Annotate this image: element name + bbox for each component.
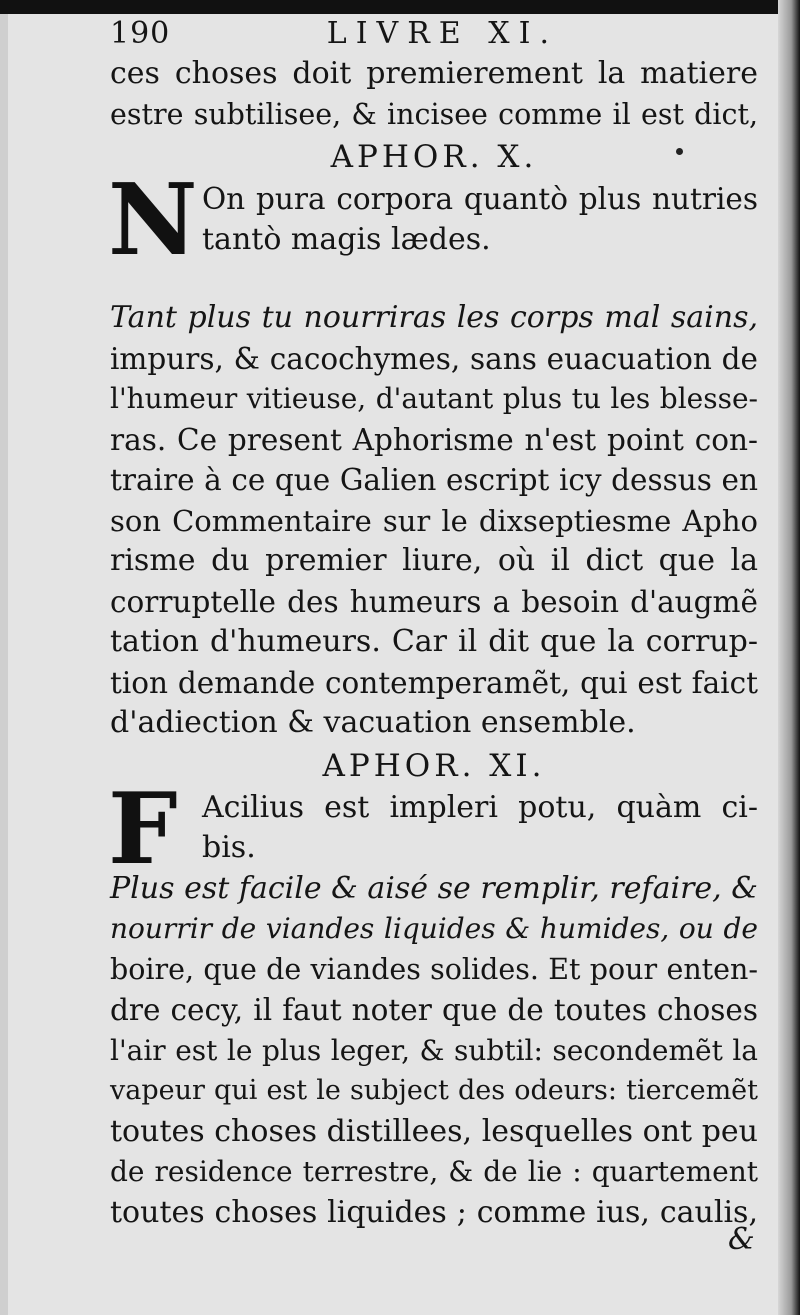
page-number: 190 bbox=[110, 16, 171, 51]
latin-line: bis. bbox=[202, 830, 256, 865]
scan-top-border bbox=[0, 0, 800, 14]
commentary-line: l'air est le plus leger, & subtil: secondemẽt la bbox=[110, 1033, 758, 1067]
latin-line: tantò magis lædes. bbox=[202, 221, 491, 257]
commentary-line: son Commentaire sur le dixseptiesme Apho bbox=[110, 503, 758, 538]
commentary-line: de residence terrestre, & de lie : quartement bbox=[110, 1155, 758, 1188]
commentary-line: traire à ce que Galien escript icy dessus en bbox=[110, 463, 758, 497]
translation-line: boire, que de viandes solides. Et pour enten- bbox=[110, 952, 758, 986]
aphorism-heading: APHOR. XI. bbox=[322, 747, 546, 784]
latin-aphorism bbox=[108, 163, 758, 278]
text-block bbox=[110, 14, 758, 1233]
translation-line: Plus est facile & aisé se remplir, refaire, & bbox=[110, 870, 758, 906]
page-gutter-shadow bbox=[778, 0, 800, 1315]
text-line: ces choses doit premierement la matiere bbox=[110, 56, 758, 91]
commentary-line: d'adiection & vacuation ensemble. bbox=[110, 705, 636, 740]
commentary-line: dre cecy, il faut noter que de toutes choses bbox=[110, 993, 758, 1027]
paragraph-gap bbox=[110, 260, 758, 298]
commentary-line: tion demande contemperamẽt, qui est faict bbox=[110, 665, 758, 700]
translation-line: impurs, & cacochymes, sans euacuation de bbox=[110, 341, 758, 376]
drop-capital: N bbox=[108, 163, 198, 278]
catchword: & bbox=[728, 1222, 755, 1257]
latin-aphorism bbox=[108, 771, 758, 887]
aphorism-heading: APHOR. X. bbox=[330, 139, 538, 175]
commentary-line: vapeur qui est le subject des odeurs: tiercemẽt bbox=[110, 1075, 758, 1106]
running-header bbox=[110, 14, 758, 54]
commentary-line: tation d'humeurs. Car il dit que la corrup- bbox=[110, 624, 758, 659]
latin-line: Acilius est impleri potu, quàm ci- bbox=[202, 789, 758, 825]
commentary-line: corruptelle des humeurs a besoin d'augmẽ bbox=[110, 584, 758, 619]
latin-line: On pura corpora quantò plus nutries bbox=[202, 182, 758, 216]
drop-capital: F bbox=[108, 771, 178, 887]
page-left-edge bbox=[0, 0, 8, 1315]
commentary-line: toutes choses liquides ; comme ius, caulis, bbox=[110, 1194, 758, 1230]
translation-line: l'humeur vitieuse, d'autant plus tu les blesse- bbox=[110, 382, 758, 415]
translation-line: Tant plus tu nourriras les corps mal sains, bbox=[110, 300, 758, 335]
commentary-line: toutes choses distillees, lesquelles ont peu bbox=[110, 1113, 758, 1149]
commentary-line: risme du premier liure, où il dict que la bbox=[110, 543, 758, 578]
text-line: estre subtilisee, & incisee comme il est dict, bbox=[110, 97, 758, 131]
translation-line: nourrir de viandes liquides & humides, ou de bbox=[110, 912, 758, 945]
commentary-line: ras. Ce present Aphorisme n'est point con- bbox=[110, 422, 758, 457]
running-title: LIVRE XI. bbox=[326, 16, 558, 51]
